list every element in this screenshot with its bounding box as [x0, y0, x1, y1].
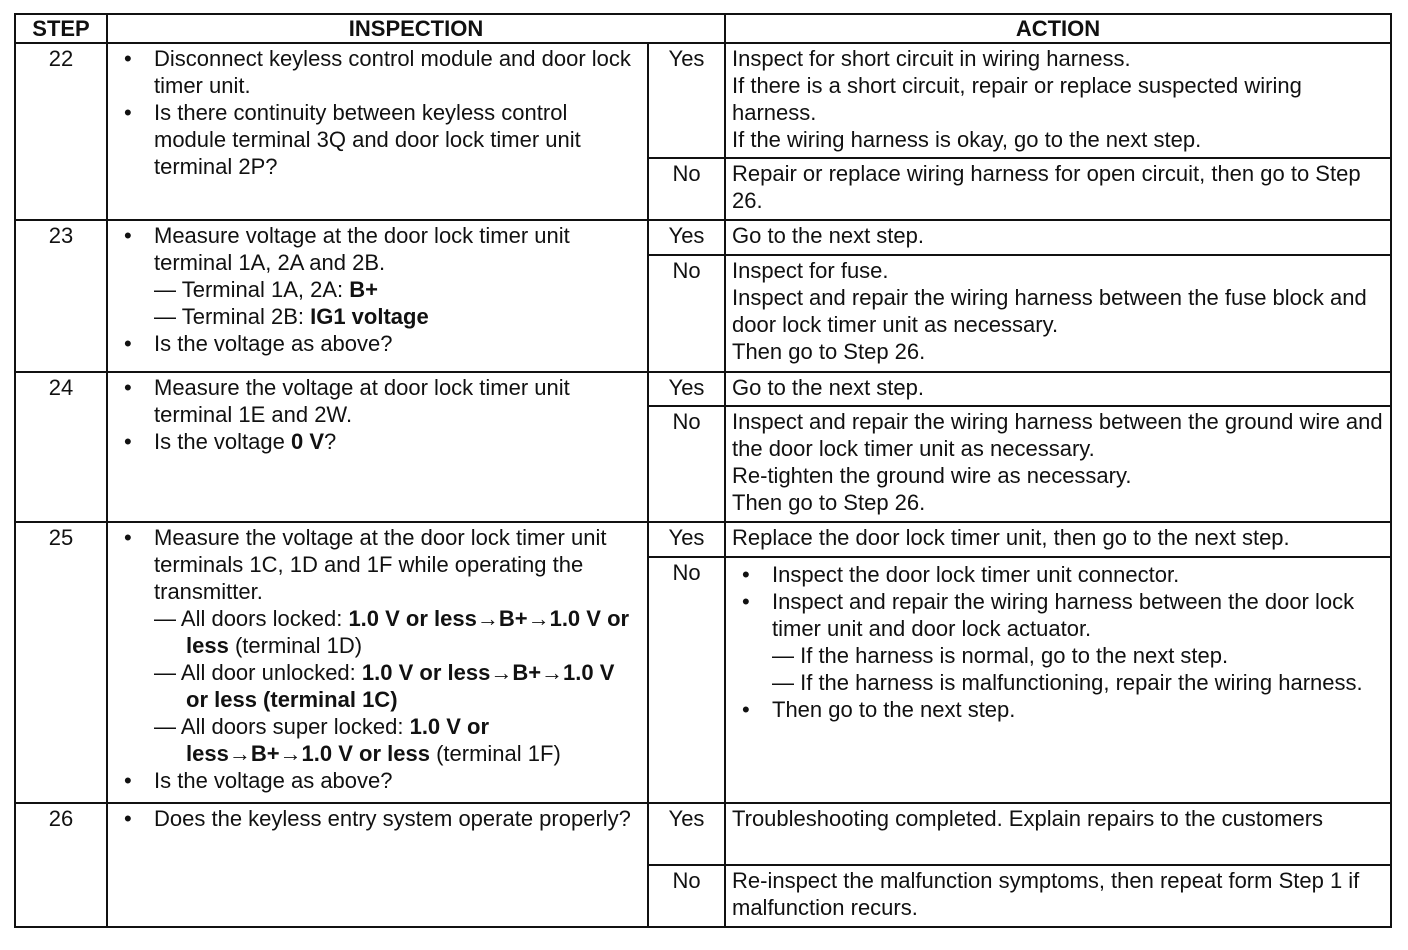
- inspection-text: Is the voltage: [154, 429, 291, 454]
- inspection-bullet: • Is the voltage as above?: [154, 330, 641, 357]
- action-line: Inspect and repair the wiring harness between the ground wire and the door lock timer unit as necessary.: [732, 409, 1383, 461]
- action-line: Inspect and repair the wiring harness between the fuse block and door lock timer unit as necessary.: [732, 285, 1367, 337]
- action-line: Troubleshooting completed. Explain repairs to the customers: [732, 806, 1324, 831]
- action-dash: — If the harness is malfunctioning, repair the wiring harness.: [772, 670, 1363, 695]
- action-no: [725, 406, 1391, 522]
- action-bullet: • Then go to the next step.: [772, 696, 1384, 723]
- table-row: [15, 220, 1391, 255]
- action-yes: [725, 522, 1391, 557]
- action-line: If the wiring harness is okay, go to the next step.: [732, 127, 1202, 152]
- action-yes: [725, 43, 1391, 158]
- inspection-cell: [107, 522, 648, 803]
- step-number: 25: [15, 522, 107, 803]
- step-number: 26: [15, 803, 107, 927]
- inspection-dash: [154, 605, 641, 659]
- action-yes: [725, 372, 1391, 406]
- table-row: [15, 372, 1391, 406]
- inspection-dash: [154, 713, 641, 767]
- inspection-bold: 0 V: [290, 429, 325, 454]
- action-line: Go to the next step.: [732, 375, 925, 400]
- yes-label: Yes: [648, 372, 725, 406]
- action-line: Then go to Step 26.: [732, 490, 926, 515]
- no-label: No: [648, 158, 725, 220]
- table-row: [15, 522, 1391, 557]
- action-bullet: • Inspect and repair the wiring harness between the door lock timer unit and door lock actuator.: [772, 588, 1384, 642]
- inspection-bullet: • Does the keyless entry system operate properly?: [154, 805, 641, 832]
- step-number: 23: [15, 220, 107, 372]
- header-row: [15, 14, 1391, 43]
- inspection-bullet: • Is there continuity between keyless control module terminal 3Q and door lock timer unit terminal 2P?: [154, 99, 641, 180]
- action-no: [725, 255, 1391, 372]
- inspection-dash: [154, 659, 641, 713]
- action-no: [725, 865, 1391, 927]
- inspection-bullet: • Measure the voltage at the door lock timer unit terminals 1C, 1D and 1F while operating the transmitter.: [154, 524, 641, 605]
- table-row: [15, 43, 1391, 158]
- dash-note: (terminal 1F): [429, 741, 561, 766]
- dash-label: — All door unlocked:: [154, 660, 362, 685]
- header-inspection: INSPECTION: [107, 14, 725, 43]
- inspection-bullet: [154, 428, 641, 455]
- action-line: Then go to Step 26.: [732, 339, 926, 364]
- inspection-text: ?: [324, 429, 337, 454]
- inspection-bullet: • Is the voltage as above?: [154, 767, 641, 794]
- action-line: Re-inspect the malfunction symptoms, then repeat form Step 1 if malfunction recurs.: [732, 868, 1360, 920]
- action-line: Re-tighten the ground wire as necessary.: [732, 463, 1132, 488]
- no-label: No: [648, 255, 725, 372]
- action-no: [725, 557, 1391, 803]
- dash-value: B+: [349, 277, 378, 302]
- troubleshooting-table: [14, 13, 1392, 928]
- action-yes: [725, 803, 1391, 865]
- table-row: [15, 803, 1391, 865]
- inspection-bullet: • Disconnect keyless control module and door lock timer unit.: [154, 45, 641, 99]
- inspection-cell: [107, 43, 648, 220]
- inspection-bullet: • Measure the voltage at door lock timer unit terminal 1E and 2W.: [154, 374, 641, 428]
- header-step: STEP: [15, 14, 107, 43]
- no-label: No: [648, 865, 725, 927]
- action-line: Inspect for short circuit in wiring harness.: [732, 46, 1131, 71]
- dash-label: — All doors super locked:: [154, 714, 410, 739]
- yes-label: Yes: [648, 803, 725, 865]
- inspection-bullet: • Measure voltage at the door lock timer unit terminal 1A, 2A and 2B.: [154, 222, 641, 276]
- action-dash: — If the harness is normal, go to the next step.: [772, 643, 1229, 668]
- dash-value: IG1 voltage: [310, 304, 429, 329]
- header-action: ACTION: [725, 14, 1391, 43]
- action-line: Go to the next step.: [732, 223, 925, 248]
- action-bullet: • Inspect the door lock timer unit connector.: [772, 561, 1384, 588]
- no-label: No: [648, 557, 725, 803]
- inspection-cell: [107, 372, 648, 522]
- step-number: 24: [15, 372, 107, 522]
- action-yes: [725, 220, 1391, 255]
- inspection-cell: [107, 803, 648, 927]
- inspection-dash: [154, 303, 641, 330]
- dash-label: — Terminal 1A, 2A:: [154, 277, 350, 302]
- dash-note: (terminal 1D): [228, 633, 363, 658]
- yes-label: Yes: [648, 522, 725, 557]
- action-line: Replace the door lock timer unit, then go to the next step.: [732, 525, 1290, 550]
- dash-value: 1.0 V or less→B+→1.0 V or less (terminal 1C): [186, 660, 615, 712]
- action-no: [725, 158, 1391, 220]
- yes-label: Yes: [648, 43, 725, 158]
- troubleshooting-document: [14, 13, 1392, 928]
- action-line: Repair or replace wiring harness for open circuit, then go to Step 26.: [732, 161, 1361, 213]
- dash-label: — Terminal 2B:: [154, 304, 311, 329]
- yes-label: Yes: [648, 220, 725, 255]
- dash-value: 1.0 V or less→B+→1.0 V or less: [186, 714, 490, 766]
- no-label: No: [648, 406, 725, 522]
- dash-value: 1.0 V or less→B+→1.0 V or less: [186, 606, 630, 658]
- action-line: If there is a short circuit, repair or replace suspected wiring harness.: [732, 73, 1302, 125]
- step-number: 22: [15, 43, 107, 220]
- action-line: Inspect for fuse.: [732, 258, 889, 283]
- inspection-cell: [107, 220, 648, 372]
- dash-label: — All doors locked:: [154, 606, 349, 631]
- inspection-dash: [154, 276, 641, 303]
